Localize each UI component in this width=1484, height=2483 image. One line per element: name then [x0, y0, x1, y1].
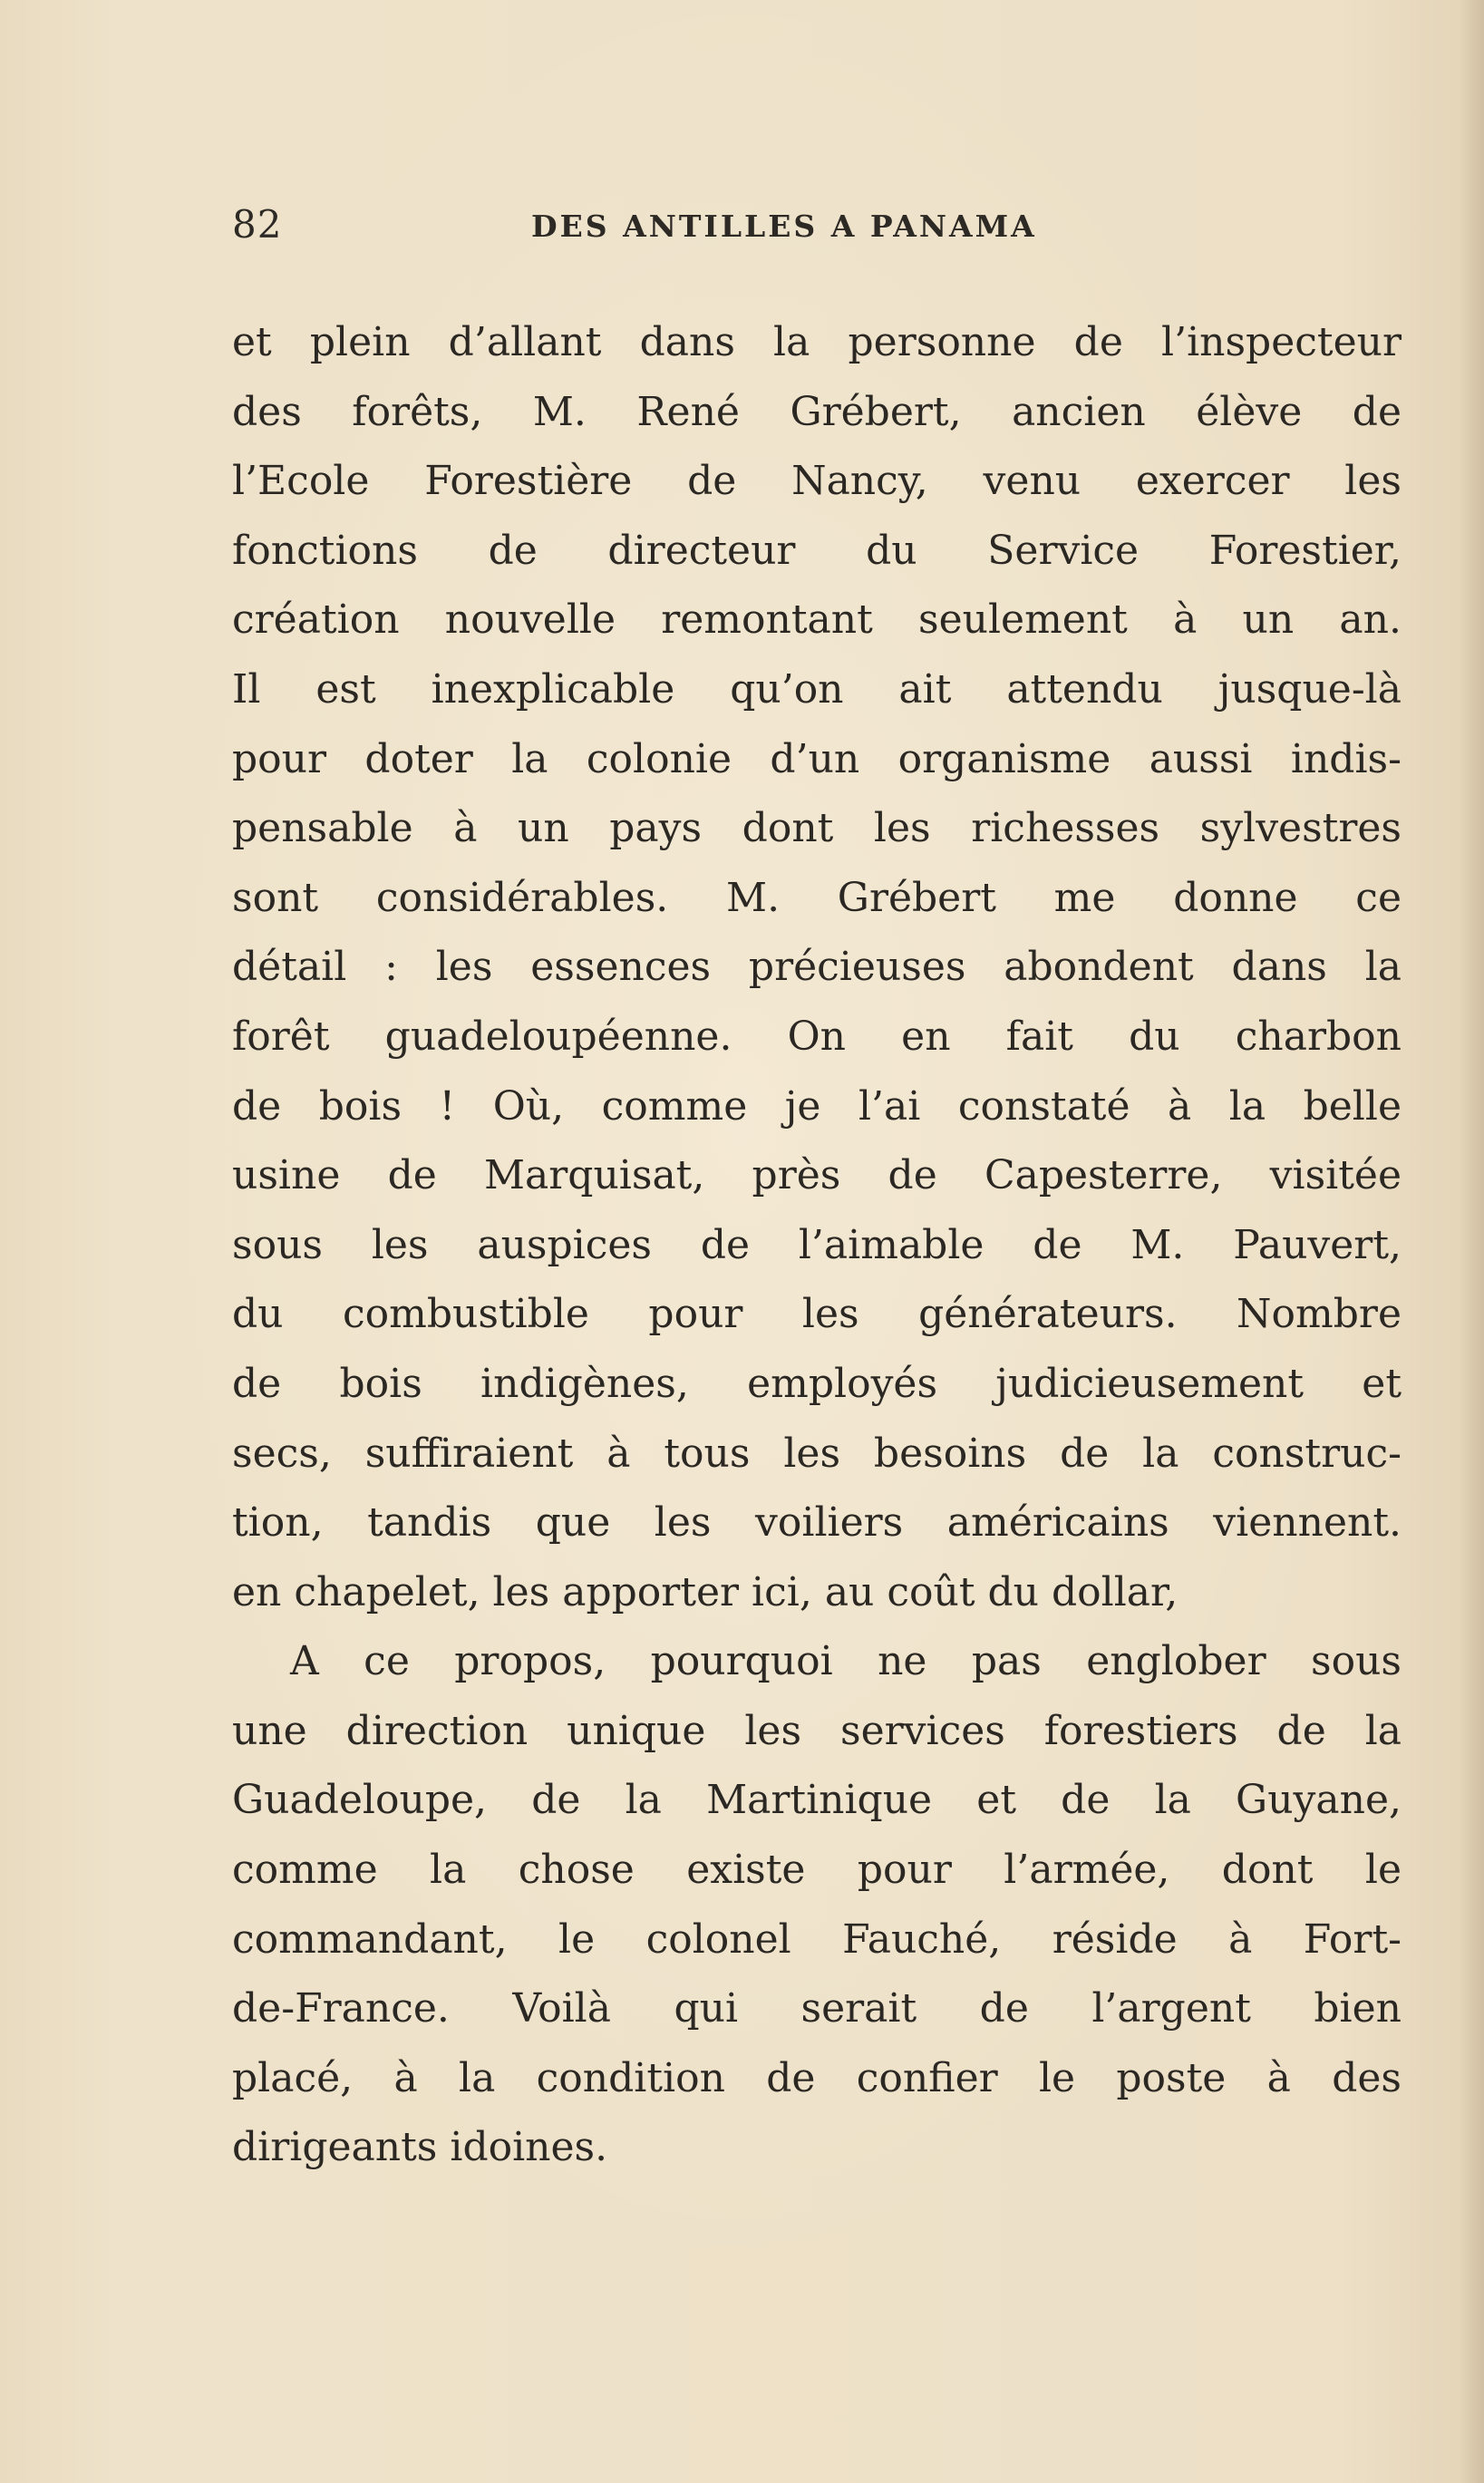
- text-line: secs, suffiraient à tous les besoins de la construc-: [232, 1430, 1402, 1477]
- text-line: l’Ecole Forestière de Nancy, venu exercer les: [232, 458, 1402, 505]
- text-line: du combustible pour les générateurs. Nombre: [232, 1291, 1402, 1338]
- text-line: tion, tandis que les voiliers américains viennent.: [232, 1499, 1402, 1547]
- body-text: [232, 308, 1402, 2183]
- text-line: commandant, le colonel Fauché, réside à Fort-: [232, 1916, 1402, 1963]
- text-line: usine de Marquisat, près de Capesterre, visitée: [232, 1152, 1402, 1199]
- page-header: [232, 198, 1402, 252]
- text-line: en chapelet, les apporter ici, au coût du dollar,: [232, 1568, 1178, 1615]
- text-line: une direction unique les services forestiers de la: [232, 1707, 1402, 1754]
- text-line: forêt guadeloupéenne. On en fait du charbon: [232, 1013, 1402, 1060]
- text-line: Il est inexplicable qu’on ait attendu jusque-là: [232, 665, 1402, 713]
- text-line: comme la chose existe pour l’armée, dont le: [232, 1847, 1402, 1894]
- text-line: de bois indigènes, employés judicieusement et: [232, 1360, 1402, 1407]
- text-line: pour doter la colonie d’un organisme aussi indis-: [232, 735, 1402, 782]
- text-line: fonctions de directeur du Service Forestier,: [232, 527, 1402, 574]
- page-number: 82: [232, 202, 283, 247]
- paragraph-start-line: A ce propos, pourquoi ne pas englober sous: [290, 1638, 1402, 1685]
- text-line: et plein d’allant dans la personne de l’inspecteur: [232, 319, 1402, 365]
- text-line: de bois ! Où, comme je l’ai constaté à la belle: [232, 1082, 1402, 1130]
- text-line: Guadeloupe, de la Martinique et de la Guyane,: [232, 1777, 1402, 1824]
- text-line: sous les auspices de l’aimable de M. Pauvert,: [232, 1221, 1402, 1268]
- text-line: création nouvelle remontant seulement à un an.: [232, 597, 1402, 644]
- text-line: placé, à la condition de confier le poste à des: [232, 2054, 1402, 2101]
- text-line: dirigeants idoines.: [232, 2124, 608, 2171]
- text-line: des forêts, M. René Grébert, ancien élève de: [232, 388, 1402, 435]
- text-line: de-France. Voilà qui serait de l’argent bien: [232, 1985, 1402, 2032]
- running-title: DES ANTILLES A PANAMA: [531, 209, 1037, 244]
- text-line: sont considérables. M. Grébert me donne ce: [232, 874, 1402, 921]
- page-edge-shadow: [1459, 0, 1484, 2483]
- text-line: détail : les essences précieuses abondent dans la: [232, 944, 1402, 991]
- text-line: pensable à un pays dont les richesses sylvestres: [232, 805, 1402, 852]
